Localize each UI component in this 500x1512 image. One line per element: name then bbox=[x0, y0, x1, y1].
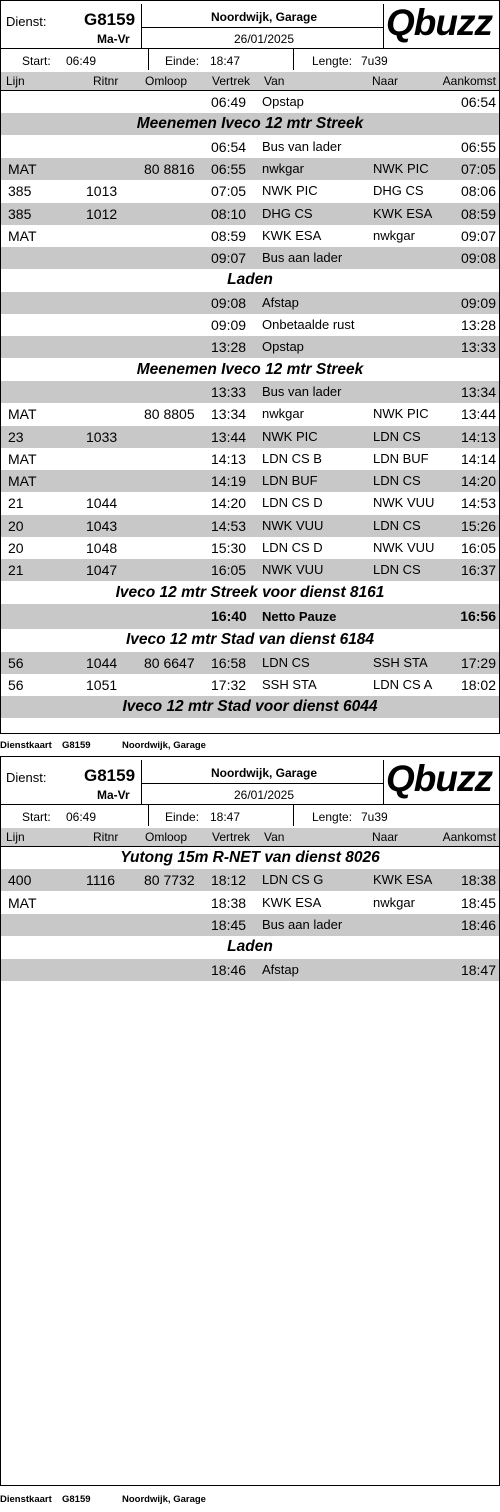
cell-vertrek: 08:10 bbox=[211, 205, 247, 222]
page-border bbox=[0, 756, 500, 1486]
dienst-label: Dienst: bbox=[6, 14, 47, 29]
cell-vertrek: 13:33 bbox=[211, 383, 247, 400]
cell-aankomst: 18:46 bbox=[460, 916, 496, 933]
cell-van: DHG CS bbox=[262, 205, 313, 221]
cell-van: LDN CS B bbox=[262, 450, 322, 466]
cell-van: KWK ESA bbox=[262, 227, 322, 243]
cell-aankomst: 16:56 bbox=[460, 607, 496, 624]
cell-naar: SSH STA bbox=[373, 654, 428, 670]
col-van: Van bbox=[264, 74, 285, 88]
cell-aankomst: 18:45 bbox=[460, 894, 496, 911]
section-heading: Laden bbox=[227, 938, 273, 956]
cell-van: NWK VUU bbox=[262, 562, 324, 578]
section-heading: Laden bbox=[227, 271, 273, 289]
cell-naar: NWK PIC bbox=[373, 406, 429, 422]
cell-vertrek: 06:54 bbox=[211, 138, 247, 155]
cell-vertrek: 14:13 bbox=[211, 450, 247, 467]
col-omloop: Omloop bbox=[145, 830, 188, 844]
cell-naar: KWK ESA bbox=[373, 205, 433, 221]
qbuzz-logo: Qbuzz bbox=[386, 758, 492, 799]
cell-aankomst: 08:59 bbox=[460, 205, 496, 222]
cell-ritnr: 1043 bbox=[86, 517, 118, 534]
cell-omloop: 80 6647 bbox=[144, 654, 195, 671]
cell-vertrek: 09:08 bbox=[211, 294, 247, 311]
lengte-label: Lengte: bbox=[312, 54, 353, 68]
cell-naar: nwkgar bbox=[373, 894, 415, 910]
cell-ritnr: 1033 bbox=[86, 428, 118, 445]
col-lijn: Lijn bbox=[6, 830, 25, 844]
cell-van: nwkgar bbox=[262, 406, 304, 422]
cell-aankomst: 16:37 bbox=[460, 562, 496, 579]
cell-aankomst: 09:08 bbox=[460, 250, 496, 267]
footer-code: G8159 bbox=[62, 1494, 91, 1505]
location: Noordwijk, Garage bbox=[210, 766, 318, 780]
cell-aankomst: 15:26 bbox=[460, 517, 496, 534]
cell-aankomst: 13:44 bbox=[460, 406, 496, 423]
cell-naar: KWK ESA bbox=[373, 872, 433, 888]
cell-aankomst: 08:06 bbox=[460, 183, 496, 200]
cell-vertrek: 18:46 bbox=[211, 961, 247, 978]
section-heading: Meenemen Iveco 12 mtr Streek bbox=[0, 113, 500, 135]
cell-vertrek: 06:55 bbox=[211, 160, 247, 177]
cell-van: LDN CS D bbox=[262, 540, 323, 555]
cell-van: SSH STA bbox=[262, 676, 317, 692]
cell-aankomst: 18:47 bbox=[460, 961, 496, 978]
col-vertrek: Vertrek bbox=[212, 830, 251, 844]
dienst-code: G8159 bbox=[84, 766, 136, 785]
date: 26/01/2025 bbox=[233, 788, 295, 802]
cell-vertrek: 13:34 bbox=[211, 406, 247, 423]
cell-naar: LDN CS bbox=[373, 562, 421, 578]
cell-aankomst: 06:54 bbox=[460, 94, 496, 110]
dienst-code: G8159 bbox=[84, 10, 136, 29]
cell-van: KWK ESA bbox=[262, 894, 322, 910]
cell-van: nwkgar bbox=[262, 160, 304, 176]
cell-aankomst: 14:53 bbox=[460, 495, 496, 512]
dienst-days: Ma-Vr bbox=[97, 32, 130, 46]
cell-van: Afstap bbox=[262, 294, 299, 310]
cell-ritnr: 1051 bbox=[86, 676, 118, 693]
cell-omloop: 80 7732 bbox=[144, 872, 195, 889]
section-heading: Iveco 12 mtr Stad van dienst 6184 bbox=[125, 631, 375, 649]
cell-aankomst: 09:09 bbox=[460, 294, 496, 311]
cell-lijn: 56 bbox=[8, 676, 24, 693]
cell-vertrek: 15:30 bbox=[211, 540, 247, 556]
start-value: 06:49 bbox=[66, 810, 97, 824]
footer-code: G8159 bbox=[62, 740, 91, 751]
cell-aankomst: 13:33 bbox=[460, 339, 496, 356]
cell-vertrek: 14:20 bbox=[211, 495, 247, 512]
cell-lijn: MAT bbox=[8, 227, 37, 244]
footer-location: Noordwijk, Garage bbox=[122, 740, 206, 751]
cell-van: Bus van lader bbox=[262, 138, 342, 154]
cell-vertrek: 07:05 bbox=[211, 183, 247, 200]
cell-vertrek: 18:38 bbox=[211, 894, 247, 911]
col-omloop: Omloop bbox=[145, 74, 188, 88]
cell-ritnr: 1048 bbox=[86, 540, 118, 556]
dienstkaart-page-2 bbox=[0, 756, 500, 1505]
cell-vertrek: 18:45 bbox=[211, 916, 247, 933]
cell-vertrek: 16:40 bbox=[211, 607, 247, 624]
cell-van: Opstap bbox=[262, 339, 304, 355]
cell-naar: nwkgar bbox=[373, 227, 415, 243]
cell-aankomst: 06:55 bbox=[460, 138, 496, 155]
section-heading: Meenemen Iveco 12 mtr Streek bbox=[136, 360, 364, 378]
col-naar: Naar bbox=[372, 830, 399, 844]
footer-location: Noordwijk, Garage bbox=[122, 1494, 206, 1505]
col-vertrek: Vertrek bbox=[212, 74, 251, 88]
cell-vertrek: 09:07 bbox=[211, 250, 247, 267]
cell-vertrek: 16:58 bbox=[211, 654, 247, 671]
cell-van: LDN CS D bbox=[262, 495, 323, 511]
cell-ritnr: 1013 bbox=[86, 183, 118, 200]
lengte-value: 7u39 bbox=[361, 54, 388, 68]
cell-naar: NWK PIC bbox=[373, 160, 429, 176]
page-border bbox=[0, 0, 500, 734]
col-lijn: Lijn bbox=[6, 74, 25, 88]
cell-lijn: MAT bbox=[8, 894, 37, 911]
cell-vertrek: 13:44 bbox=[211, 428, 247, 445]
dienst-days: Ma-Vr bbox=[97, 788, 130, 802]
cell-aankomst: 14:14 bbox=[460, 450, 496, 467]
einde-label: Einde: bbox=[165, 54, 200, 68]
cell-aankomst: 13:28 bbox=[460, 317, 496, 333]
cell-lijn: MAT bbox=[8, 160, 37, 177]
cell-vertrek: 14:53 bbox=[211, 517, 247, 534]
section-heading: Iveco 12 mtr Streek voor dienst 8161 bbox=[115, 583, 385, 601]
cell-lijn: 400 bbox=[8, 872, 32, 889]
cell-van: Opstap bbox=[262, 94, 304, 109]
cell-van: NWK PIC bbox=[262, 183, 318, 199]
footer-label: Dienstkaart bbox=[0, 740, 52, 751]
cell-lijn: MAT bbox=[8, 450, 37, 467]
cell-naar: LDN BUF bbox=[373, 450, 429, 466]
dienstkaart-page-1 bbox=[0, 0, 500, 751]
cell-naar: LDN CS bbox=[373, 517, 421, 533]
cell-aankomst: 07:05 bbox=[460, 160, 496, 177]
col-ritnr: Ritnr bbox=[93, 74, 119, 88]
cell-van: Bus aan lader bbox=[262, 250, 343, 266]
cell-lijn: 20 bbox=[8, 517, 24, 534]
cell-lijn: 385 bbox=[8, 205, 32, 222]
section-heading: Yutong 15m R-NET van dienst 8026 bbox=[120, 849, 380, 866]
col-aankomst: Aankomst bbox=[442, 830, 496, 844]
cell-aankomst: 16:05 bbox=[460, 540, 496, 556]
cell-naar: NWK VUU bbox=[373, 495, 435, 511]
cell-naar: LDN CS A bbox=[373, 676, 433, 692]
cell-lijn: MAT bbox=[8, 406, 37, 423]
cell-vertrek: 17:32 bbox=[211, 676, 247, 693]
cell-naar: LDN CS bbox=[373, 473, 421, 489]
location: Noordwijk, Garage bbox=[210, 10, 318, 24]
cell-lijn: 21 bbox=[8, 562, 24, 579]
cell-lijn: 23 bbox=[8, 428, 24, 445]
cell-lijn: 385 bbox=[8, 183, 32, 200]
footer-label: Dienstkaart bbox=[0, 1494, 52, 1505]
cell-vertrek: 06:49 bbox=[211, 94, 247, 110]
einde-value: 18:47 bbox=[210, 810, 241, 824]
cell-van: Onbetaalde rust bbox=[262, 317, 355, 332]
cell-aankomst: 14:20 bbox=[460, 473, 496, 490]
einde-label: Einde: bbox=[165, 810, 200, 824]
cell-vertrek: 13:28 bbox=[211, 339, 247, 356]
cell-aankomst: 14:13 bbox=[460, 428, 496, 445]
col-naar: Naar bbox=[372, 74, 399, 88]
section-heading: Iveco 12 mtr Stad voor dienst 6044 bbox=[0, 696, 500, 718]
qbuzz-logo: Qbuzz bbox=[386, 2, 492, 43]
col-van: Van bbox=[264, 830, 285, 844]
cell-van: LDN CS G bbox=[262, 872, 324, 888]
cell-vertrek: 08:59 bbox=[211, 227, 247, 244]
cell-naar: NWK VUU bbox=[373, 540, 435, 555]
cell-omloop: 80 8805 bbox=[144, 406, 195, 423]
cell-lijn: 56 bbox=[8, 654, 24, 671]
cell-ritnr: 1047 bbox=[86, 562, 118, 579]
lengte-value: 7u39 bbox=[361, 810, 388, 824]
start-label: Start: bbox=[22, 54, 51, 68]
cell-aankomst: 13:34 bbox=[460, 383, 496, 400]
dienst-label: Dienst: bbox=[6, 770, 47, 785]
cell-van: LDN CS bbox=[262, 654, 310, 670]
cell-van: Afstap bbox=[262, 961, 299, 977]
cell-naar: LDN CS bbox=[373, 428, 421, 444]
cell-aankomst: 18:02 bbox=[460, 676, 496, 693]
cell-aankomst: 18:38 bbox=[460, 872, 496, 889]
cell-ritnr: 1044 bbox=[86, 495, 118, 512]
cell-aankomst: 17:29 bbox=[460, 654, 496, 671]
col-ritnr: Ritnr bbox=[93, 830, 119, 844]
cell-ritnr: 1044 bbox=[86, 654, 118, 671]
start-label: Start: bbox=[22, 810, 51, 824]
cell-ritnr: 1012 bbox=[86, 205, 118, 222]
cell-omloop: 80 8816 bbox=[144, 160, 195, 177]
cell-vertrek: 16:05 bbox=[211, 562, 247, 579]
cell-naar: DHG CS bbox=[373, 183, 424, 199]
lengte-label: Lengte: bbox=[312, 810, 353, 824]
start-value: 06:49 bbox=[66, 54, 97, 68]
cell-van: Bus van lader bbox=[262, 383, 342, 399]
cell-vertrek: 18:12 bbox=[211, 872, 247, 889]
cell-van: LDN BUF bbox=[262, 473, 318, 489]
cell-aankomst: 09:07 bbox=[460, 227, 496, 244]
cell-van: NWK PIC bbox=[262, 428, 318, 444]
cell-vertrek: 14:19 bbox=[211, 473, 247, 490]
cell-lijn: 20 bbox=[8, 540, 24, 556]
cell-van: NWK VUU bbox=[262, 517, 324, 533]
cell-lijn: 21 bbox=[8, 495, 24, 512]
cell-van: Bus aan lader bbox=[262, 916, 343, 932]
cell-lijn: MAT bbox=[8, 473, 37, 490]
einde-value: 18:47 bbox=[210, 54, 241, 68]
cell-vertrek: 09:09 bbox=[211, 317, 247, 333]
col-aankomst: Aankomst bbox=[442, 74, 496, 88]
date: 26/01/2025 bbox=[233, 32, 295, 46]
cell-ritnr: 1116 bbox=[86, 872, 116, 889]
cell-van: Netto Pauze bbox=[262, 608, 337, 624]
